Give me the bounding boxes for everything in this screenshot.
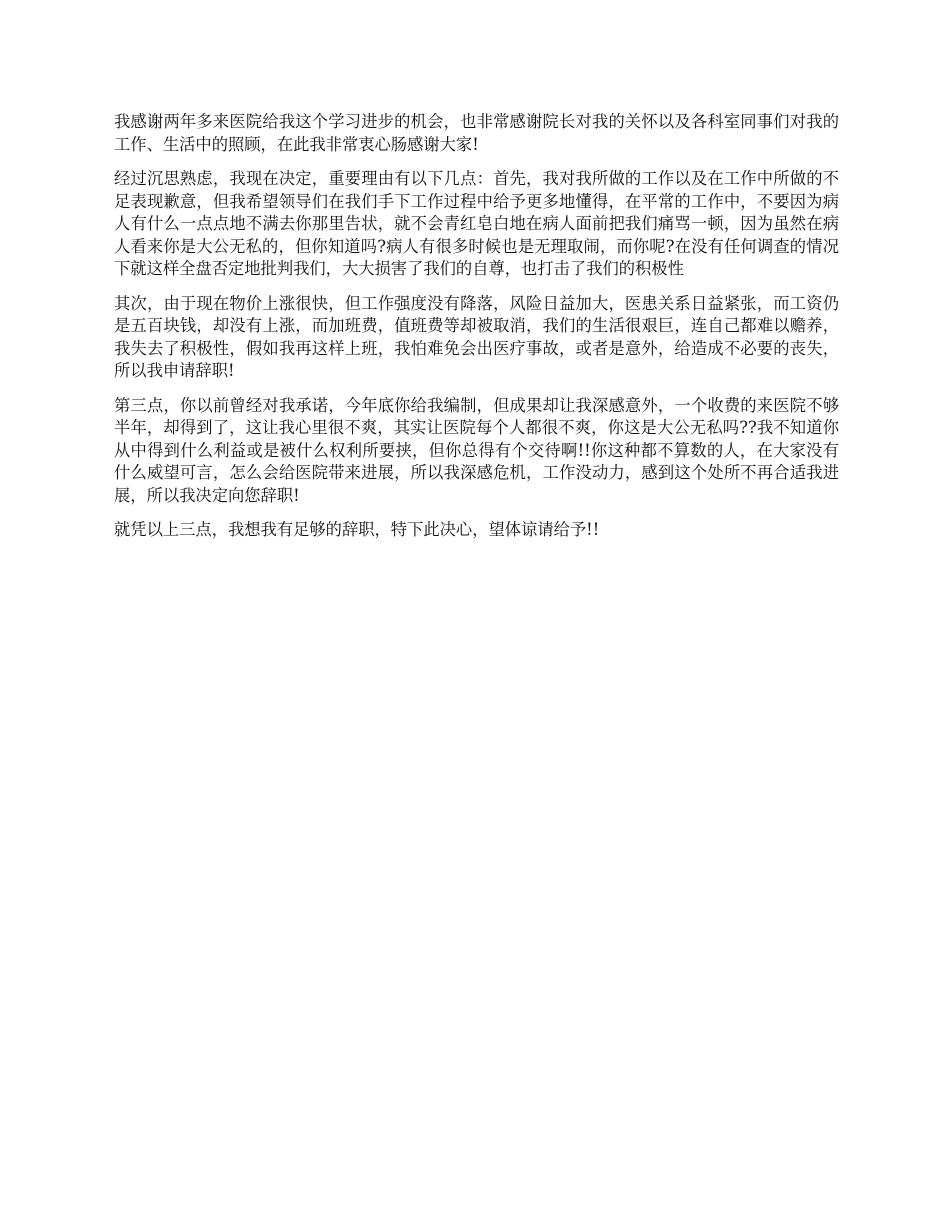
document-body <box>114 111 839 554</box>
paragraph-reason-two: 其次，由于现在物价上涨很快，但工作强度没有降落，风险日益加大，医患关系日益紧张，而工资仍是五百块钱，却没有上涨，而加班费，值班费等却被取消，我们的生活很艰巨，连自己都难以赡养，我失去了积极性，假如我再这样上班，我怕难免会出医疗事故，或者是意外，给造成不必要的丧失，所以我申请辞职! <box>114 293 839 380</box>
paragraph-reason-one: 经过沉思熟虑，我现在决定，重要理由有以下几点：首先，我对我所做的工作以及在工作中所做的不足表现歉意，但我希望领导们在我们手下工作过程中给予更多地懂得，在平常的工作中，不要因为病人有什么一点点地不满去你那里告状，就不会青红皂白地在病人面前把我们痛骂一顿，因为虽然在病人看来你是大公无私的，但你知道吗?病人有很多时候也是无理取闹，而你呢?在没有任何调查的情况下就这样全盘否定地批判我们，大大损害了我们的自尊，也打击了我们的积极性 <box>114 169 839 278</box>
paragraph-gratitude: 我感谢两年多来医院给我这个学习进步的机会，也非常感谢院长对我的关怀以及各科室同事们对我的工作、生活中的照顾，在此我非常衷心肠感谢大家! <box>114 112 839 154</box>
paragraph-conclusion: 就凭以上三点，我想我有足够的辞职，特下此决心，望体谅请给予!! <box>114 520 600 539</box>
paragraph-reason-three: 第三点，你以前曾经对我承诺，今年底你给我编制，但成果却让我深感意外，一个收费的来医院不够半年，却得到了，这让我心里很不爽，其实让医院每个人都很不爽，你这是大公无私吗??我不知道你从中得到什么利益或是被什么权利所要挟，但你总得有个交待啊!!你这种都不算数的人，在大家没有什么威望可言，怎么会给医院带来进展，所以我深感危机，工作没动力，感到这个处所不再合适我进展，所以我决定向您辞职! <box>114 395 839 505</box>
